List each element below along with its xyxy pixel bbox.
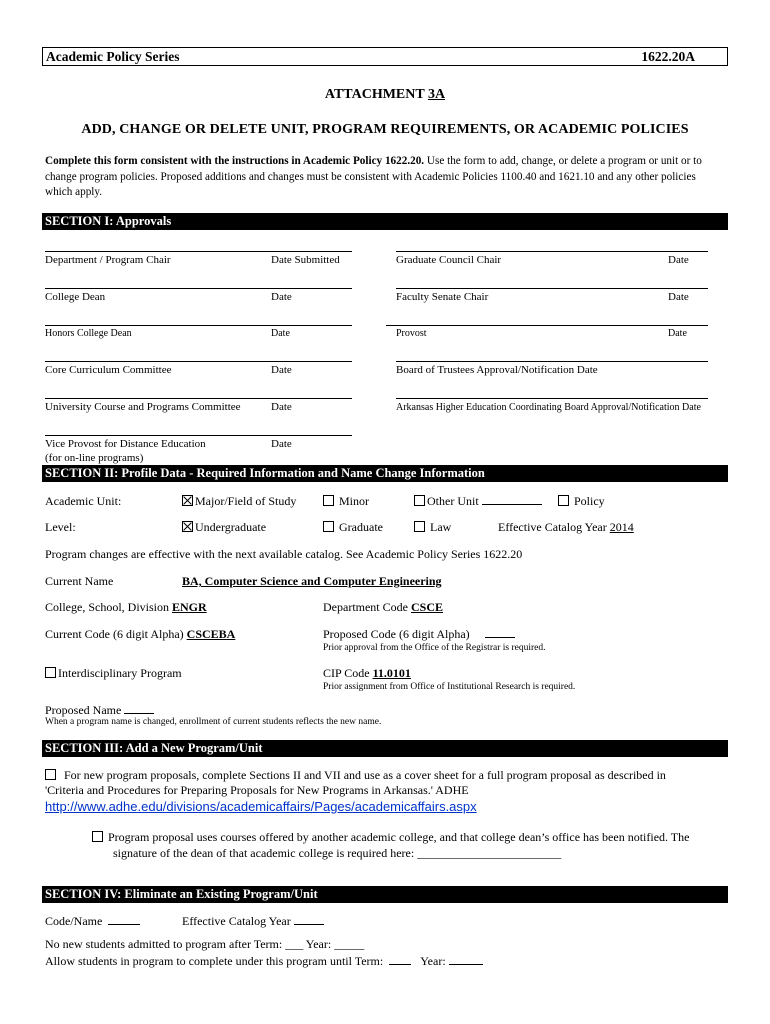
date-label: Date [668,328,687,339]
signature-line[interactable] [396,251,708,252]
intro-text: Use the form to add, change, or delete a program or unit or to change program policies. Proposed additions and changes must be consistent with Academic Policies 1100.40 and 1621.10 and any other policies which apply. [45,155,702,198]
signature-line[interactable] [45,361,352,362]
checkbox-icon[interactable] [323,521,334,532]
signature-line[interactable] [45,398,352,399]
proposed-name-field: Proposed Name [45,703,154,718]
intro-paragraph [45,154,725,201]
checkbox-icon[interactable] [92,831,103,842]
form-title: ADD, CHANGE OR DELETE UNIT, PROGRAM REQUIREMENTS, OR ACADEMIC POLICIES [81,122,689,137]
level-option-law[interactable]: Law [414,520,451,535]
signature-line[interactable] [45,435,352,436]
college-field: College, School, Division ENGR [45,600,207,614]
checkbox-icon[interactable] [414,521,425,532]
policy-series-title: Academic Policy Series [46,49,180,64]
unit-option-other[interactable]: Other Unit [414,494,542,509]
unit-option-major[interactable]: Major/Field of Study [182,494,296,509]
current-code-field: Current Code (6 digit Alpha) CSCEBA [45,627,236,641]
signature-line[interactable] [396,398,708,399]
year-blank[interactable] [449,954,483,965]
adhe-board-label: Arkansas Higher Education Coordinating Board Approval/Notification Date [396,402,701,413]
signature-line[interactable] [45,251,352,252]
no-new-students-field: No new students admitted to program after Term: ___ Year: _____ [45,937,365,951]
adhe-link[interactable]: http://www.adhe.edu/divisions/academicaffairs/Pages/academicaffairs.aspx [45,799,477,814]
board-trustees-label: Board of Trustees Approval/Notification Date [396,364,598,376]
provost-label: Provost [396,328,427,339]
header-box [42,47,728,66]
checkbox-icon[interactable] [45,667,56,678]
current-name-label: Current Name [45,574,114,588]
policy-number: 1622.20A [641,49,695,64]
checkbox-icon[interactable] [323,495,334,506]
signature-line[interactable] [45,325,352,326]
faculty-senate-label: Faculty Senate Chair [396,291,489,303]
section-2-header: SECTION II: Profile Data - Required Information and Name Change Information [42,465,728,482]
section-4-header: SECTION IV: Eliminate an Existing Program/Unit [42,886,728,903]
academic-unit-label: Academic Unit: [45,494,122,508]
honors-dean-label: Honors College Dean [45,328,132,339]
checkbox-checked-icon[interactable] [182,495,193,506]
attachment-heading: ATTACHMENT 3A [324,87,446,102]
date-label: Date [668,291,689,303]
date-label: Date [271,364,292,376]
signature-line[interactable] [396,288,708,289]
vice-provost-sublabel: (for on-line programs) [45,452,144,464]
new-program-item[interactable]: For new program proposals, complete Sections II and VII and use as a cover sheet for a full program proposal as described in [45,768,666,783]
level-option-graduate[interactable]: Graduate [323,520,383,535]
checkbox-icon[interactable] [45,769,56,780]
new-program-item-line2: 'Criteria and Procedures for Preparing Proposals for New Programs in Arkansas.' ADHE [45,783,469,797]
checkbox-icon[interactable] [558,495,569,506]
code-name-blank[interactable] [108,914,140,925]
cip-field: CIP Code 11.0101 [323,666,411,680]
date-label: Date [271,438,292,450]
vice-provost-label: Vice Provost for Distance Education [45,438,206,450]
ucpc-label: University Course and Programs Committee [45,401,241,413]
effective-note: Program changes are effective with the next available catalog. See Academic Policy Series 1622.20 [45,547,523,561]
other-unit-blank[interactable] [482,494,542,505]
level-label: Level: [45,520,76,534]
unit-option-minor[interactable]: Minor [323,494,369,509]
date-submitted-label: Date Submitted [271,254,340,266]
other-college-item[interactable]: Program proposal uses courses offered by another academic college, and that college dean’s office has been notified. The [92,830,689,845]
cip-note: Prior assignment from Office of Institutional Research is required. [323,682,576,692]
dept-code-field: Department Code CSCE [323,600,443,614]
code-name-field: Code/Name [45,914,140,929]
intro-bold: Complete this form consistent with the instructions in Academic Policy 1622.20. [45,155,425,167]
signature-line[interactable] [396,361,708,362]
college-value[interactable]: ENGR [172,600,207,614]
signature-line[interactable] [386,325,708,326]
date-label: Date [271,328,290,339]
current-name-value[interactable]: BA, Computer Science and Computer Engineering [182,574,442,588]
date-label: Date [668,254,689,266]
signature-line[interactable] [45,288,352,289]
catalog-year-value[interactable]: 2014 [609,520,634,534]
term-blank[interactable] [389,954,411,965]
level-option-undergraduate[interactable]: Undergraduate [182,520,266,535]
checkbox-icon[interactable] [414,495,425,506]
other-college-item-line2: signature of the dean of that academic college is required here: ________________________ [113,846,562,860]
proposed-name-blank[interactable] [124,703,154,714]
cip-value[interactable]: 11.0101 [372,666,411,680]
date-label: Date [271,401,292,413]
eliminate-catalog-field: Effective Catalog Year [182,914,324,929]
core-curriculum-label: Core Curriculum Committee [45,364,172,376]
catalog-year: Effective Catalog Year 2014 [498,520,634,534]
allow-students-field: Allow students in program to complete under this program until Term: Year: [45,954,483,969]
college-dean-label: College Dean [45,291,106,303]
section-1-header: SECTION I: Approvals [42,213,728,230]
proposed-code-note: Prior approval from the Office of the Registrar is required. [323,643,546,653]
proposed-code-blank[interactable] [485,627,515,638]
current-code-value[interactable]: CSCEBA [186,627,236,641]
dept-code-value[interactable]: CSCE [410,600,443,614]
unit-option-policy[interactable]: Policy [558,494,605,509]
proposed-code-field: Proposed Code (6 digit Alpha) [323,627,515,642]
checkbox-checked-icon[interactable] [182,521,193,532]
eliminate-catalog-blank[interactable] [294,914,324,925]
section-3-header: SECTION III: Add a New Program/Unit [42,740,728,757]
proposed-name-note: When a program name is changed, enrollment of current students reflects the new name. [45,717,382,727]
interdisciplinary-option[interactable]: Interdisciplinary Program [45,666,182,681]
date-label: Date [271,291,292,303]
grad-council-label: Graduate Council Chair [396,254,502,266]
dept-chair-label: Department / Program Chair [45,254,171,266]
